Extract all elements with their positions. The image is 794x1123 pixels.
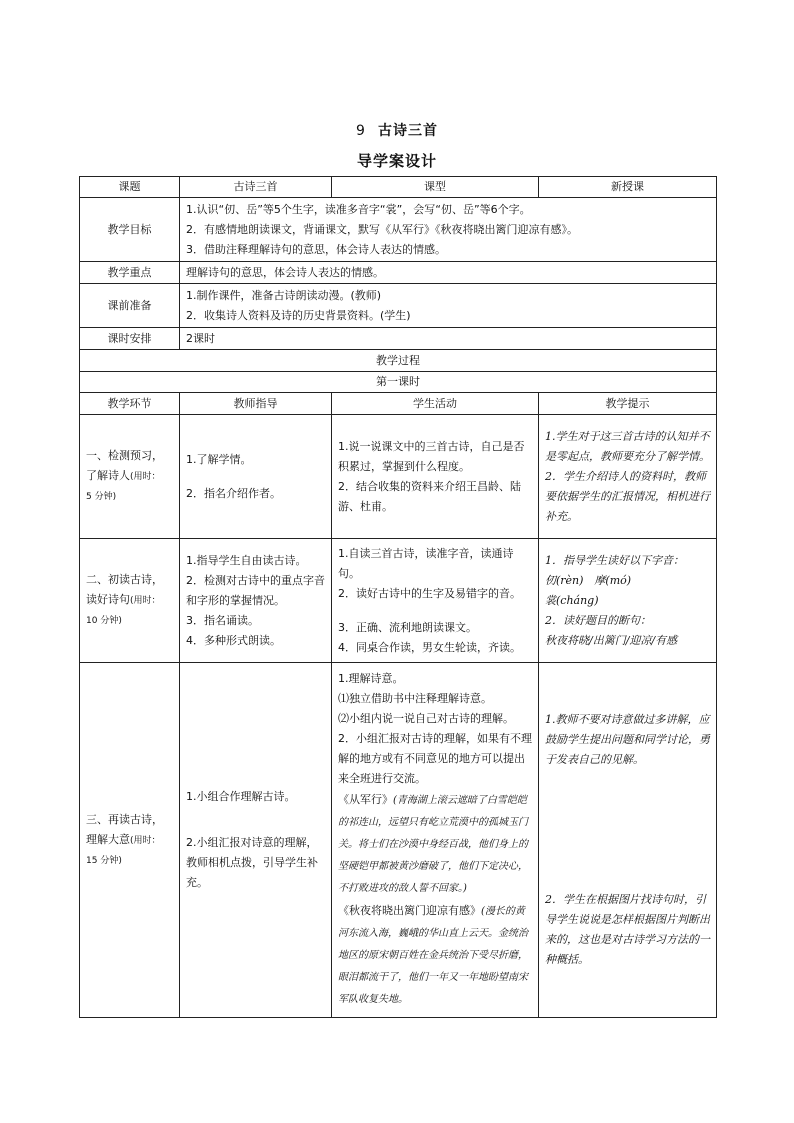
col-stage: 教学环节 bbox=[80, 393, 180, 415]
teacher-item: 2．指名介绍作者。 bbox=[186, 486, 281, 500]
prep-cell bbox=[180, 284, 717, 328]
teacher-item: 3．指名诵读。 bbox=[186, 613, 259, 627]
hours-value: 2课时 bbox=[180, 328, 717, 350]
student-item: 1.说一说课文中的三首古诗，自己是否积累过，掌握到什么程度。 bbox=[338, 439, 525, 473]
col-tips: 教学提示 bbox=[539, 393, 717, 415]
tip-item: 1.学生对于这三首古诗的认知并不是零起点，教师要充分了解学情。 bbox=[545, 429, 710, 463]
process-title: 教学过程 bbox=[80, 350, 717, 372]
tip-item: 2．读好题目的断句： bbox=[545, 613, 651, 627]
topic-row bbox=[80, 177, 717, 198]
goals-row bbox=[80, 198, 717, 262]
stage-name: 理解大意 bbox=[86, 832, 130, 846]
tip-item: 裳(cháng) bbox=[545, 593, 599, 607]
topic-label: 课题 bbox=[80, 177, 180, 198]
tip-item: 1.教师不要对诗意做过多讲解，应鼓励学生提出问题和同学讨论，勇于发表自己的见解。 bbox=[545, 713, 710, 766]
stage-time: (用时： bbox=[130, 835, 161, 846]
goal-item: 1.认识“仞、岳”等5个生字，读准多音字“裳”，会写“仞、岳”等6个字。 bbox=[186, 202, 531, 216]
student-cell bbox=[332, 663, 539, 1018]
key-row bbox=[80, 262, 717, 284]
tip-item: 1．指导学生读好以下字音： bbox=[545, 553, 684, 567]
tip-item: 2．学生介绍诗人的资料时，教师要依据学生的汇报情况，相机进行补充。 bbox=[545, 469, 710, 523]
hours-row bbox=[80, 328, 717, 350]
teacher-item: 2.小组汇报对诗意的理解，教师相机点拨，引导学生补充。 bbox=[186, 836, 318, 889]
prep-row bbox=[80, 284, 717, 328]
tips-cell bbox=[539, 415, 717, 539]
topic-value: 古诗三首 bbox=[180, 177, 332, 198]
student-item: 1.自读三首古诗，读准字音，读通诗句。 bbox=[338, 546, 514, 580]
key-label: 教学重点 bbox=[80, 262, 180, 284]
student-item: 3．正确、流利地朗读课文。 bbox=[338, 620, 477, 634]
col-student: 学生活动 bbox=[332, 393, 539, 415]
teacher-item: 1.指导学生自由读古诗。 bbox=[186, 553, 307, 567]
tip-item: 秋夜将晓/出篱门/迎凉/有感 bbox=[545, 633, 678, 647]
lesson-heading bbox=[0, 120, 794, 140]
tips-cell bbox=[539, 663, 717, 1018]
poem-title: 《从军行》 bbox=[338, 793, 393, 806]
hours-label: 课时安排 bbox=[80, 328, 180, 350]
stage-time: 10 分钟) bbox=[86, 616, 122, 626]
period-row bbox=[80, 372, 717, 393]
student-item: 4．同桌合作读，男女生轮读，齐读。 bbox=[338, 640, 521, 654]
type-label: 课型 bbox=[332, 177, 539, 198]
stage-time: (用时： bbox=[130, 472, 161, 482]
tip-item: 仞(rèn) 摩(mó) bbox=[545, 573, 632, 587]
stage-time: (用时： bbox=[130, 596, 161, 606]
prep-item: 2．收集诗人资料及诗的历史背景资料。(学生) bbox=[186, 308, 411, 322]
table-row bbox=[80, 539, 717, 663]
tips-cell bbox=[539, 539, 717, 663]
goals-cell bbox=[180, 198, 717, 262]
stage-time: 15 分钟) bbox=[86, 855, 122, 866]
prep-label: 课前准备 bbox=[80, 284, 180, 328]
student-item: ⑴独立借助书中注释理解诗意。 bbox=[338, 692, 492, 705]
poem-translation: (漫长的黄河东流入海，巍峨的华山直上云天。金统治地区的原宋朝百姓在金兵统治下受尽折磨，眼泪都流干了，他们一年又一年地盼望南宋军队收复失地。 bbox=[338, 906, 528, 1005]
student-item: 2．结合收集的资料来介绍王昌龄、陆游、杜甫。 bbox=[338, 479, 521, 513]
teacher-cell bbox=[180, 539, 332, 663]
process-title-row bbox=[80, 350, 717, 372]
teacher-item: 1.了解学情。 bbox=[186, 452, 252, 466]
prep-item: 1.制作课件，准备古诗朗读动漫。(教师) bbox=[186, 288, 382, 302]
teacher-item: 2．检测对古诗中的重点字音和字形的掌握情况。 bbox=[186, 573, 325, 607]
stage-name: 一、检测预习， bbox=[86, 449, 163, 462]
stage-time: 5 分钟) bbox=[86, 492, 117, 502]
table-row bbox=[80, 663, 717, 1018]
lesson-number: 9 bbox=[356, 123, 366, 139]
lesson-plan-table bbox=[79, 176, 717, 1018]
column-header-row bbox=[80, 393, 717, 415]
student-cell bbox=[332, 539, 539, 663]
teacher-item: 4．多种形式朗读。 bbox=[186, 633, 281, 647]
student-cell bbox=[332, 415, 539, 539]
stage-name: 三、再读古诗， bbox=[86, 812, 163, 826]
col-teacher: 教师指导 bbox=[180, 393, 332, 415]
poem-title: 《秋夜将晓出篱门迎凉有感》 bbox=[338, 904, 481, 917]
table-row bbox=[80, 415, 717, 539]
key-value: 理解诗句的意思，体会诗人表达的情感。 bbox=[180, 262, 717, 284]
teacher-item: 1.小组合作理解古诗。 bbox=[186, 790, 296, 803]
goal-item: 3．借助注释理解诗句的意思，体会诗人表达的情感。 bbox=[186, 242, 446, 256]
stage-cell bbox=[80, 539, 180, 663]
teacher-cell bbox=[180, 415, 332, 539]
stage-name: 二、初读古诗， bbox=[86, 573, 163, 586]
page-subtitle: 导学案设计 bbox=[356, 152, 437, 170]
teacher-cell bbox=[180, 663, 332, 1018]
student-item: 2．小组汇报对古诗的理解，如果有不理解的地方或有不同意见的地方可以提出来全班进行交流。 bbox=[338, 732, 532, 785]
stage-name: 了解诗人 bbox=[86, 469, 130, 482]
tip-item: 2．学生在根据图片找诗句时，引导学生说说是怎样根据图片判断出来的，这也是对古诗学习方法的一种概括。 bbox=[545, 893, 710, 966]
poem-translation: (青海湖上滚云遮暗了白雪皑皑的祁连山，远望只有屹立荒漠中的孤城玉门关。将士们在沙漠中身经百战，他们身上的坚硬铠甲都被黄沙磨破了，他们下定决心，不打败进攻的敌人誓不回家。) bbox=[338, 795, 528, 894]
lesson-title: 古诗三首 bbox=[377, 123, 438, 139]
student-item: 1.理解诗意。 bbox=[338, 672, 404, 685]
type-value: 新授课 bbox=[539, 177, 717, 198]
stage-cell bbox=[80, 415, 180, 539]
first-period: 第一课时 bbox=[80, 372, 717, 393]
stage-cell bbox=[80, 663, 180, 1018]
student-item: 2．读好古诗中的生字及易错字的音。 bbox=[338, 586, 521, 600]
stage-name: 读好诗句 bbox=[86, 593, 130, 606]
goals-label: 教学目标 bbox=[80, 198, 180, 262]
goal-item: 2．有感情地朗读课文，背诵课文，默写《从军行》《秋夜将晓出篱门迎凉有感》。 bbox=[186, 222, 578, 236]
student-item: ⑵小组内说一说自己对古诗的理解。 bbox=[338, 712, 514, 725]
